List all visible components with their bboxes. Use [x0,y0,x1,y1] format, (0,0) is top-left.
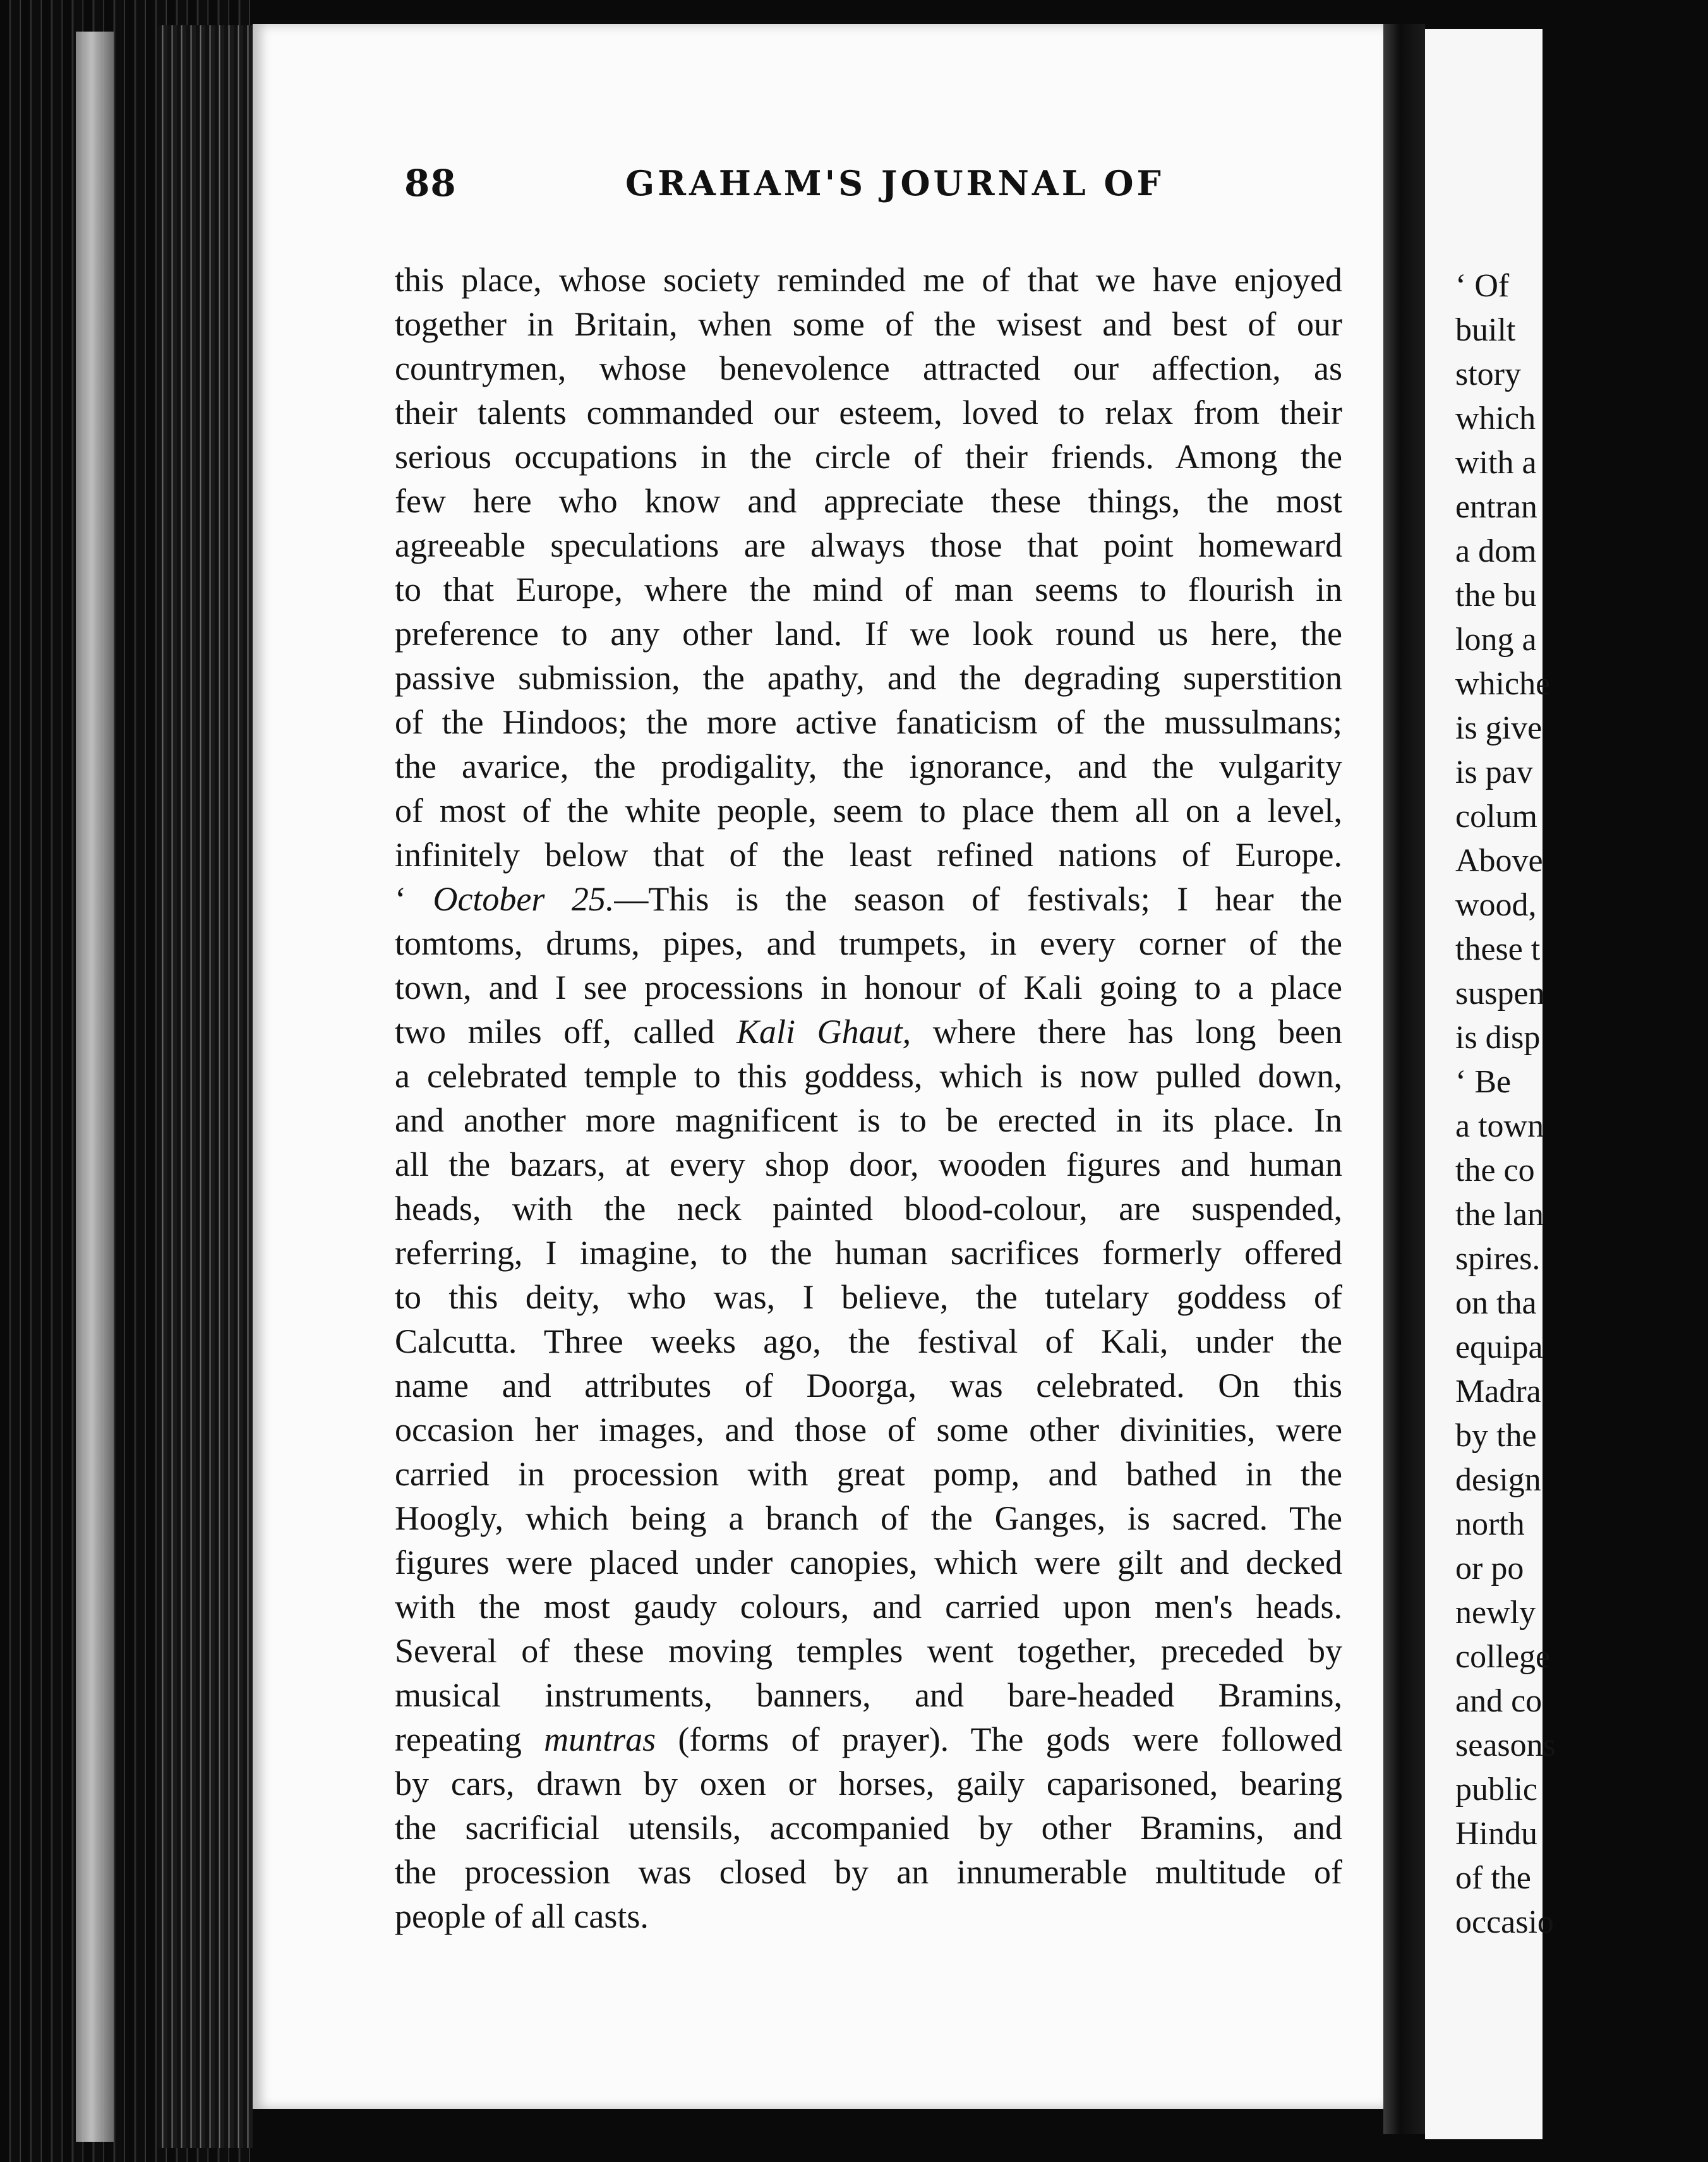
facing-text-line: newly [1455,1595,1536,1631]
facing-text-line: is disp [1455,1020,1541,1056]
text-line: countrymen, whose benevolence attracted our affection, as [395,349,1342,387]
facing-text-line: entran [1455,489,1537,525]
text-line: of the Hindoos; the more active fanaticism of the mussulmans; [395,703,1342,741]
facing-text-line: public [1455,1772,1537,1808]
facing-text-line: story [1455,356,1521,392]
facing-text-line: Madra [1455,1374,1541,1410]
facing-page-text [1455,264,1708,1945]
facing-text-line: by the [1455,1418,1537,1454]
text-line: and another more magnificent is to be erected in its place. In [395,1101,1342,1139]
text-line: serious occupations in the circle of their friends. Among the [395,438,1342,476]
text-line: people of all casts. [395,1897,649,1935]
facing-text-line: is pav [1455,754,1533,790]
text-segment: two miles off, called [395,1013,737,1051]
text-line: name and attributes of Doorga, was celebrated. On this [395,1367,1342,1404]
text-line: figures were placed under canopies, which were gilt and decked [395,1543,1342,1581]
facing-text-line: whiche [1455,666,1551,702]
facing-text-line: the lan [1455,1197,1544,1233]
facing-text-line: design [1455,1462,1541,1498]
text-line: heads, with the neck painted blood-colour, are suspended, [395,1190,1342,1228]
text-segment: —This is the season of festivals; I hear the [614,880,1342,918]
text-line: musical instruments, banners, and bare-headed Bramins, [395,1676,1342,1714]
facing-text-line: ‘ Of [1455,268,1510,304]
italic-segment: muntras [544,1720,656,1758]
text-line: together in Britain, when some of the wisest and best of our [395,305,1342,343]
text-line: with the most gaudy colours, and carried upon men's heads. [395,1588,1342,1626]
facing-text-line: which [1455,401,1536,437]
facing-text-line: long a [1455,622,1537,658]
text-line: few here who know and appreciate these things, the most [395,482,1342,520]
text-line: their talents commanded our esteem, loved to relax from their [395,394,1342,432]
text-line: to this deity, who was, I believe, the tutelary goddess of [395,1278,1342,1316]
text-line: town, and I see processions in honour of Kali going to a place [395,969,1342,1006]
text-line: agreeable speculations are always those that point homeward [395,526,1342,564]
body-text [395,258,1342,1938]
text-segment: (forms of prayer). The gods were followed [656,1720,1342,1758]
text-line: carried in procession with great pomp, and bathed in the [395,1455,1342,1493]
text-line: the procession was closed by an innumerable multitude of [395,1853,1342,1891]
text-line: referring, I imagine, to the human sacrifices formerly offered [395,1234,1342,1272]
facing-text-line: or po [1455,1550,1524,1586]
text-segment: ‘ [395,880,433,918]
text-line: this place, whose society reminded me of that we have enjoyed [395,261,1342,299]
text-segment: repeating [395,1720,544,1758]
text-line: Hoogly, which being a branch of the Ganges, is sacred. The [395,1499,1342,1537]
text-line: tomtoms, drums, pipes, and trumpets, in every corner of the [395,924,1342,962]
facing-text-line: wood, [1455,887,1537,923]
facing-text-line: the co [1455,1152,1535,1188]
facing-text-line: with a [1455,445,1537,481]
text-segment: where there has long been [911,1013,1342,1051]
text-line [395,877,1342,921]
page-header [404,162,1289,212]
text-line: all the bazars, at every shop door, wooden figures and human [395,1145,1342,1183]
book-gutter [1383,24,1425,2134]
text-line: Several of these moving temples went together, preceded by [395,1632,1342,1670]
running-head: GRAHAM'S JOURNAL OF [625,163,1164,203]
facing-text-line: built [1455,312,1516,348]
facing-text-line: equipa [1455,1329,1543,1365]
page-number: 88 [404,162,457,205]
text-line: by cars, drawn by oxen or horses, gaily caparisoned, bearing [395,1765,1342,1803]
facing-text-line: north [1455,1506,1525,1542]
text-line [395,1010,1342,1054]
text-line: infinitely below that of the least refined nations of Europe. [395,836,1342,874]
facing-text-line: Above [1455,843,1543,879]
facing-text-line: colum [1455,799,1537,835]
text-line: passive submission, the apathy, and the degrading superstition [395,659,1342,697]
facing-text-line: and co [1455,1683,1543,1719]
facing-text-line: the bu [1455,577,1537,613]
italic-segment: Kali Ghaut, [736,1013,911,1051]
text-line: the avarice, the prodigality, the ignorance, and the vulgarity [395,747,1342,785]
page-stack-sliver [76,32,114,2142]
italic-segment: October 25. [433,880,615,918]
facing-text-line: these t [1455,931,1541,967]
facing-text-line: on tha [1455,1285,1537,1321]
facing-text-line: suspen [1455,975,1545,1012]
text-line: the sacrificial utensils, accompanied by other Bramins, and [395,1809,1342,1847]
facing-text-line: spires. [1455,1241,1541,1277]
book-page [253,24,1383,2109]
facing-text-line: seasons [1455,1727,1556,1763]
text-line [395,1717,1342,1761]
facing-text-line: occasio [1455,1904,1554,1940]
facing-text-line: a town [1455,1108,1544,1144]
facing-text-line: of the [1455,1860,1531,1896]
text-line: to that Europe, where the mind of man seems to flourish in [395,571,1342,608]
facing-text-line: is give [1455,710,1543,746]
facing-text-line: ‘ Be [1455,1064,1512,1100]
facing-page-fragment [1425,29,1556,2139]
text-line: of most of the white people, seem to place them all on a level, [395,792,1342,830]
text-line: preference to any other land. If we look round us here, the [395,615,1342,653]
facing-text-line: college [1455,1639,1551,1675]
facing-text-line: a dom [1455,533,1537,569]
text-line: Calcutta. Three weeks ago, the festival of Kali, under the [395,1322,1342,1360]
facing-text-line: Hindu [1455,1816,1537,1852]
text-line: a celebrated temple to this goddess, which is now pulled down, [395,1057,1342,1095]
text-line: occasion her images, and those of some other divinities, were [395,1411,1342,1449]
page-stack-edges [158,25,253,2148]
